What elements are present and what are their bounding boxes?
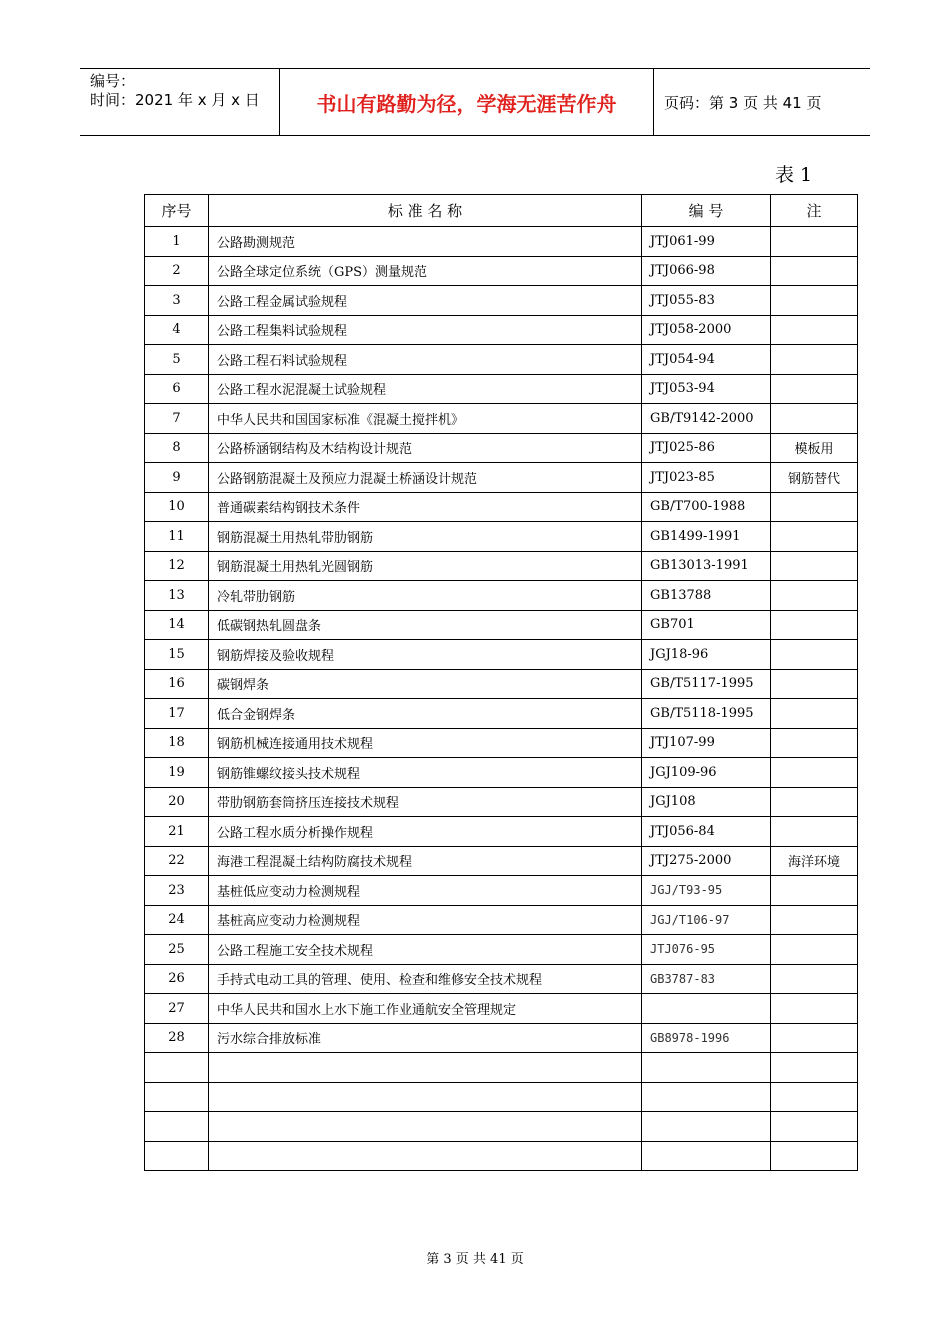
standard-name: 公路工程集料试验规程 xyxy=(209,315,642,345)
row-note xyxy=(771,640,858,670)
header-page-number: 页码：第 3 页 共 41 页 xyxy=(664,93,822,112)
table-caption: 表 1 xyxy=(775,164,813,186)
standard-code: GB/T700-1988 xyxy=(642,492,771,522)
standard-code: JTJ061-99 xyxy=(642,227,771,257)
table-row xyxy=(145,610,858,640)
standard-name: 碳钢焊条 xyxy=(209,669,642,699)
table-row xyxy=(145,345,858,375)
table-row xyxy=(145,581,858,611)
row-number: 22 xyxy=(145,846,209,876)
row-note: 钢筋替代 xyxy=(771,463,858,493)
standard-code: JTJ058-2000 xyxy=(642,315,771,345)
standard-code: GB/T9142-2000 xyxy=(642,404,771,434)
table-row xyxy=(145,669,858,699)
table-row xyxy=(145,758,858,788)
row-number: 2 xyxy=(145,256,209,286)
standard-name: 公路工程水质分析操作规程 xyxy=(209,817,642,847)
row-note xyxy=(771,227,858,257)
row-number: 19 xyxy=(145,758,209,788)
row-number: 8 xyxy=(145,433,209,463)
standard-name: 基桩低应变动力检测规程 xyxy=(209,876,642,906)
standard-name xyxy=(209,1141,642,1171)
row-number: 6 xyxy=(145,374,209,404)
row-number: 25 xyxy=(145,935,209,965)
table-row xyxy=(145,374,858,404)
row-number: 9 xyxy=(145,463,209,493)
table-row xyxy=(145,286,858,316)
standard-name: 公路全球定位系统（GPS）测量规范 xyxy=(209,256,642,286)
row-number: 16 xyxy=(145,669,209,699)
row-note xyxy=(771,964,858,994)
standard-name: 带肋钢筋套筒挤压连接技术规程 xyxy=(209,787,642,817)
row-number: 26 xyxy=(145,964,209,994)
table-row xyxy=(145,227,858,257)
standard-name: 基桩高应变动力检测规程 xyxy=(209,905,642,935)
row-note xyxy=(771,1112,858,1142)
row-note xyxy=(771,817,858,847)
row-number xyxy=(145,1141,209,1171)
row-note: 海洋环境 xyxy=(771,846,858,876)
row-number: 10 xyxy=(145,492,209,522)
row-note xyxy=(771,256,858,286)
row-note xyxy=(771,345,858,375)
table-row xyxy=(145,1112,858,1142)
column-header-number: 序号 xyxy=(145,195,209,227)
table-row xyxy=(145,1053,858,1083)
standard-code: JGJ18-96 xyxy=(642,640,771,670)
table-row xyxy=(145,994,858,1024)
row-note xyxy=(771,286,858,316)
standard-name: 钢筋焊接及验收规程 xyxy=(209,640,642,670)
standard-name: 公路工程石料试验规程 xyxy=(209,345,642,375)
table-row xyxy=(145,256,858,286)
table-row xyxy=(145,846,858,876)
standard-name: 钢筋混凝土用热轧带肋钢筋 xyxy=(209,522,642,552)
standard-name xyxy=(209,1053,642,1083)
row-number: 1 xyxy=(145,227,209,257)
table-row xyxy=(145,433,858,463)
row-note xyxy=(771,669,858,699)
row-note xyxy=(771,1053,858,1083)
standard-code: JTJ054-94 xyxy=(642,345,771,375)
standard-name: 钢筋混凝土用热轧光圆钢筋 xyxy=(209,551,642,581)
row-number: 27 xyxy=(145,994,209,1024)
standard-code: JTJ275-2000 xyxy=(642,846,771,876)
row-note xyxy=(771,610,858,640)
standard-name: 钢筋锥螺纹接头技术规程 xyxy=(209,758,642,788)
row-note xyxy=(771,315,858,345)
standard-name: 普通碳素结构钢技术条件 xyxy=(209,492,642,522)
table-header-row xyxy=(145,195,858,227)
standard-name: 公路桥涵钢结构及木结构设计规范 xyxy=(209,433,642,463)
standard-name: 冷轧带肋钢筋 xyxy=(209,581,642,611)
table-row xyxy=(145,1082,858,1112)
table-row xyxy=(145,728,858,758)
row-number xyxy=(145,1112,209,1142)
standard-name: 公路勘测规范 xyxy=(209,227,642,257)
standard-code: JGJ/T93-95 xyxy=(642,876,771,906)
row-note xyxy=(771,492,858,522)
standard-code xyxy=(642,1053,771,1083)
standard-code: JTJ056-84 xyxy=(642,817,771,847)
row-number: 18 xyxy=(145,728,209,758)
standard-code: GB3787-83 xyxy=(642,964,771,994)
row-note: 模板用 xyxy=(771,433,858,463)
standard-code: JTJ053-94 xyxy=(642,374,771,404)
page-footer: 第 3 页 共 41 页 xyxy=(426,1252,524,1267)
standard-code: JTJ076-95 xyxy=(642,935,771,965)
page-header xyxy=(80,68,870,136)
standard-name: 公路钢筋混凝土及预应力混凝土桥涵设计规范 xyxy=(209,463,642,493)
standard-code xyxy=(642,1141,771,1171)
standard-code: GB13013-1991 xyxy=(642,551,771,581)
row-number: 3 xyxy=(145,286,209,316)
row-note xyxy=(771,699,858,729)
row-number xyxy=(145,1053,209,1083)
standard-name: 中华人民共和国国家标准《混凝土搅拌机》 xyxy=(209,404,642,434)
standard-name: 公路工程施工安全技术规程 xyxy=(209,935,642,965)
row-note xyxy=(771,581,858,611)
table-row xyxy=(145,640,858,670)
row-note xyxy=(771,787,858,817)
standard-code: JTJ055-83 xyxy=(642,286,771,316)
standard-name: 中华人民共和国水上水下施工作业通航安全管理规定 xyxy=(209,994,642,1024)
row-note xyxy=(771,1023,858,1053)
column-header-name: 标 准 名 称 xyxy=(209,195,642,227)
row-number xyxy=(145,1082,209,1112)
standard-code: GB/T5118-1995 xyxy=(642,699,771,729)
table-row xyxy=(145,817,858,847)
row-number: 28 xyxy=(145,1023,209,1053)
row-number: 11 xyxy=(145,522,209,552)
table-row xyxy=(145,964,858,994)
standard-code: GB13788 xyxy=(642,581,771,611)
row-number: 5 xyxy=(145,345,209,375)
row-number: 15 xyxy=(145,640,209,670)
standard-code: GB/T5117-1995 xyxy=(642,669,771,699)
row-number: 21 xyxy=(145,817,209,847)
table-row xyxy=(145,492,858,522)
standard-name xyxy=(209,1112,642,1142)
table-row xyxy=(145,551,858,581)
standard-code: JGJ108 xyxy=(642,787,771,817)
table-row xyxy=(145,876,858,906)
row-number: 4 xyxy=(145,315,209,345)
standard-name: 海港工程混凝土结构防腐技术规程 xyxy=(209,846,642,876)
table-row xyxy=(145,315,858,345)
row-number: 7 xyxy=(145,404,209,434)
document-number-label: 编号： xyxy=(90,72,136,90)
standards-table xyxy=(144,194,858,1171)
document-date: 时间：2021 年 x 月 x 日 xyxy=(90,91,260,109)
row-note xyxy=(771,1141,858,1171)
standard-name: 低碳钢热轧圆盘条 xyxy=(209,610,642,640)
row-note xyxy=(771,1082,858,1112)
standard-name xyxy=(209,1082,642,1112)
header-meta xyxy=(80,69,280,135)
table-row xyxy=(145,905,858,935)
row-number: 24 xyxy=(145,905,209,935)
standard-code: JGJ/T106-97 xyxy=(642,905,771,935)
standard-code xyxy=(642,1112,771,1142)
standard-code xyxy=(642,1082,771,1112)
row-note xyxy=(771,876,858,906)
row-number: 20 xyxy=(145,787,209,817)
row-note xyxy=(771,551,858,581)
standard-code: GB1499-1991 xyxy=(642,522,771,552)
row-note xyxy=(771,935,858,965)
column-header-code: 编 号 xyxy=(642,195,771,227)
row-note xyxy=(771,758,858,788)
standard-name: 公路工程水泥混凝土试验规程 xyxy=(209,374,642,404)
table-body xyxy=(145,227,858,1171)
standard-name: 公路工程金属试验规程 xyxy=(209,286,642,316)
standard-code: JTJ025-86 xyxy=(642,433,771,463)
row-note xyxy=(771,994,858,1024)
row-number: 12 xyxy=(145,551,209,581)
table-row xyxy=(145,699,858,729)
table-row xyxy=(145,1023,858,1053)
row-note xyxy=(771,404,858,434)
row-number: 17 xyxy=(145,699,209,729)
row-note xyxy=(771,374,858,404)
table-row xyxy=(145,787,858,817)
table-row xyxy=(145,935,858,965)
standard-code: GB8978-1996 xyxy=(642,1023,771,1053)
standard-code: JTJ023-85 xyxy=(642,463,771,493)
standard-name: 低合金钢焊条 xyxy=(209,699,642,729)
standard-name: 钢筋机械连接通用技术规程 xyxy=(209,728,642,758)
standard-name: 手持式电动工具的管理、使用、检查和维修安全技术规程 xyxy=(209,964,642,994)
standard-name: 污水综合排放标准 xyxy=(209,1023,642,1053)
table-row xyxy=(145,463,858,493)
standard-code xyxy=(642,994,771,1024)
standard-code: GB701 xyxy=(642,610,771,640)
standard-code: JTJ066-98 xyxy=(642,256,771,286)
row-number: 23 xyxy=(145,876,209,906)
standard-code: JTJ107-99 xyxy=(642,728,771,758)
table-row xyxy=(145,404,858,434)
table-row xyxy=(145,522,858,552)
row-note xyxy=(771,905,858,935)
row-number: 14 xyxy=(145,610,209,640)
row-note xyxy=(771,522,858,552)
column-header-note: 注 xyxy=(771,195,858,227)
header-motto: 书山有路勤为径，学海无涯苦作舟 xyxy=(280,69,654,135)
row-note xyxy=(771,728,858,758)
row-number: 13 xyxy=(145,581,209,611)
table-row xyxy=(145,1141,858,1171)
standard-code: JGJ109-96 xyxy=(642,758,771,788)
